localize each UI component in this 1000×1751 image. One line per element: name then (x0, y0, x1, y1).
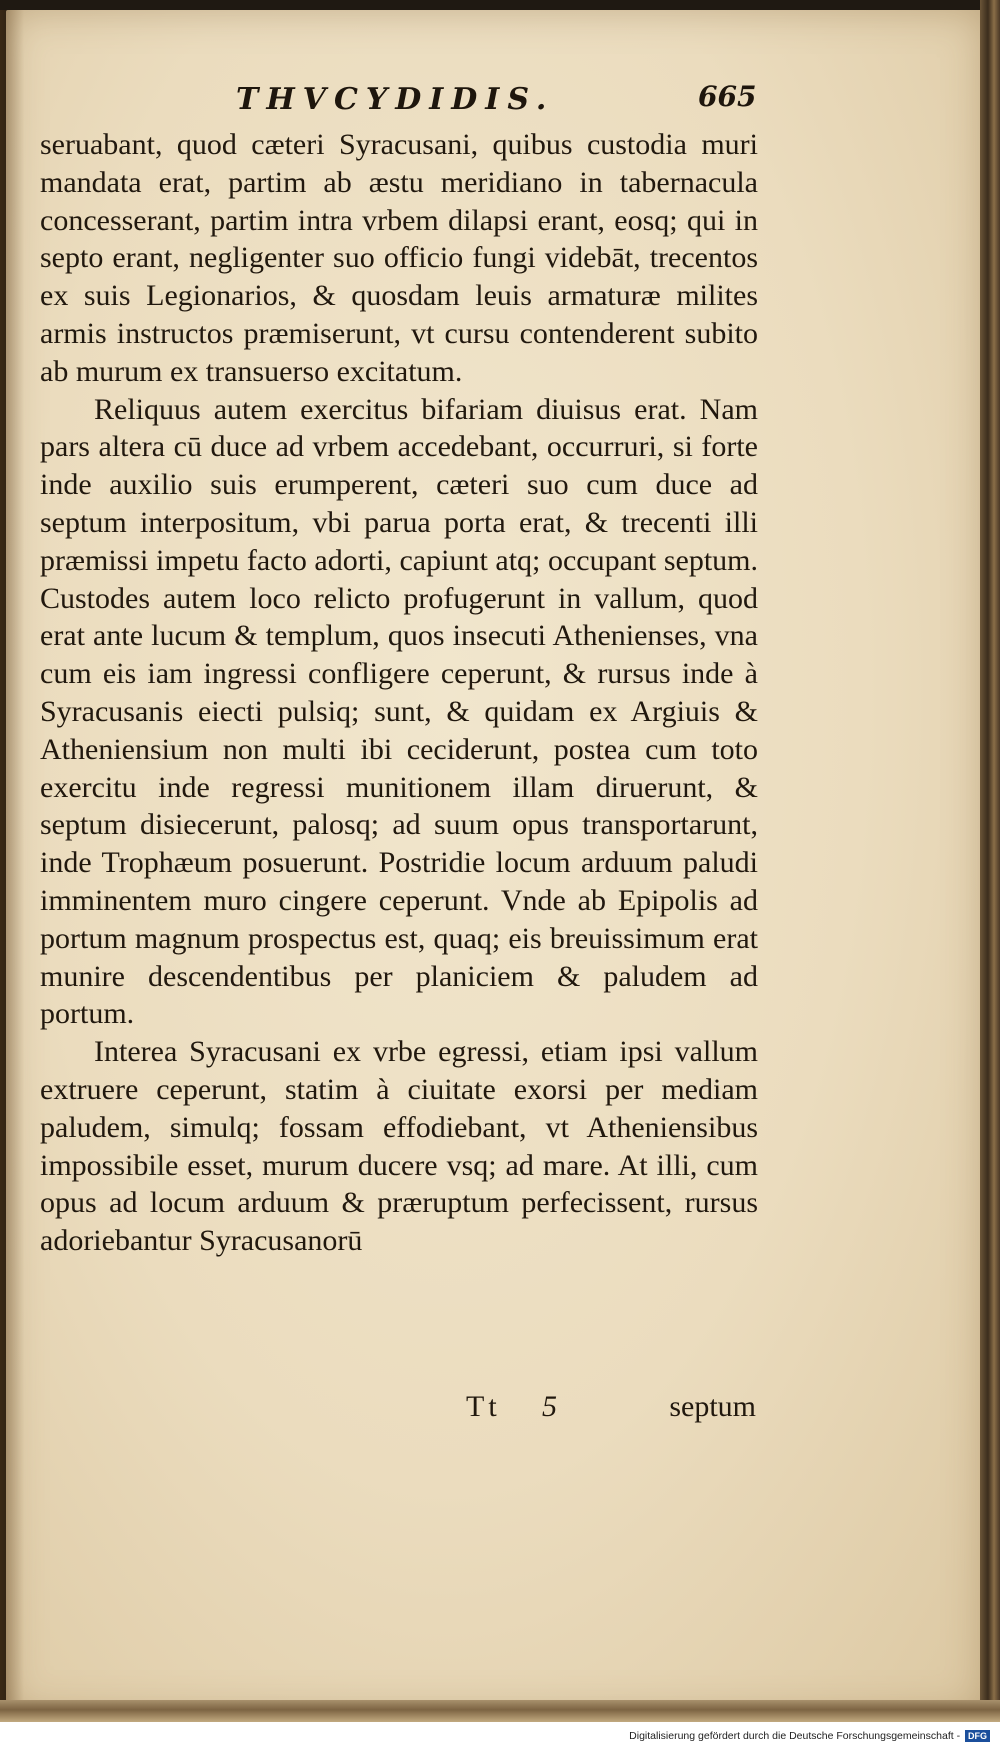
catchword: septum (669, 1390, 756, 1423)
running-head: THVCYDIDIS. (236, 82, 555, 117)
paragraph-2: Reliquus autem exercitus bifariam diuisus erat. Nam pars altera cū duce ad vrbem accedebant, occurruri, si forte inde auxilio suis erumperent, cæteri suo cum duce ad septum interpositum, vbi parua porta erat, & trecenti illi præmissi impetu facto adorti, capiunt atq; occupant septum. Custodes autem loco relicto profugerunt in vallum, quod erat ante lucum & templum, quos insecuti Athenienses, vna cum eis iam ingressi confligere ceperunt, & rursus inde à Syracusanis eiecti pulsiq; sunt, & quidam ex Argiuis & Atheniensium non multi ibi ceciderunt, postea cum toto exercitu inde regressi munitionem illam diruerunt, & septum disiecerunt, palosq; ad suum opus transportarunt, inde Trophæum posuerunt. Postridie locum arduum paludi imminentem muro cingere ceperunt. Vnde ab Epipolis ad portum magnum prospectus est, quaq; eis breuissimum erat munire descendentibus per planiciem & paludem ad portum. (40, 392, 758, 1031)
page-edge-right (980, 0, 1000, 1720)
dfg-logo: DFG (965, 1730, 990, 1742)
paragraph-3: Interea Syracusani ex vrbe egressi, etiam ipsi vallum extruere ceperunt, statim à ciuitate exorsi per mediam paludem, simulq; fossam effodiebant, vt Atheniensibus impossibile esset, murum ducere vsq; ad mare. At illi, cum opus ad locum arduum & præruptum perfecissent, rursus adoriebantur Syracusanorū (40, 1035, 758, 1258)
signature-mark: Tt (466, 1390, 501, 1423)
page-edge-bottom (0, 1700, 1000, 1722)
main-text-block (40, 126, 758, 1260)
page-number: 665 (698, 80, 757, 113)
signature-number: 5 (542, 1390, 557, 1423)
digitization-credit (629, 1730, 990, 1742)
paragraph-1: seruabant, quod cæteri Syracusani, quibus custodia muri mandata erat, partim ab æstu meridiano in tabernacula concesserant, partim intra vrbem dilapsi erant, eosq; qui in septo erant, negligenter suo officio fungi videbāt, trecentos ex suis Legionarios, & quosdam leuis armaturæ milites armis instructos præmiserunt, vt cursu contenderent subito ab murum ex transuerso excitatum. (40, 128, 758, 388)
credit-text: Digitalisierung gefördert durch die Deutsche Forschungsgemeinschaft - (629, 1730, 961, 1742)
catchword-line (40, 1390, 758, 1430)
gutter-shadow (0, 10, 24, 1710)
